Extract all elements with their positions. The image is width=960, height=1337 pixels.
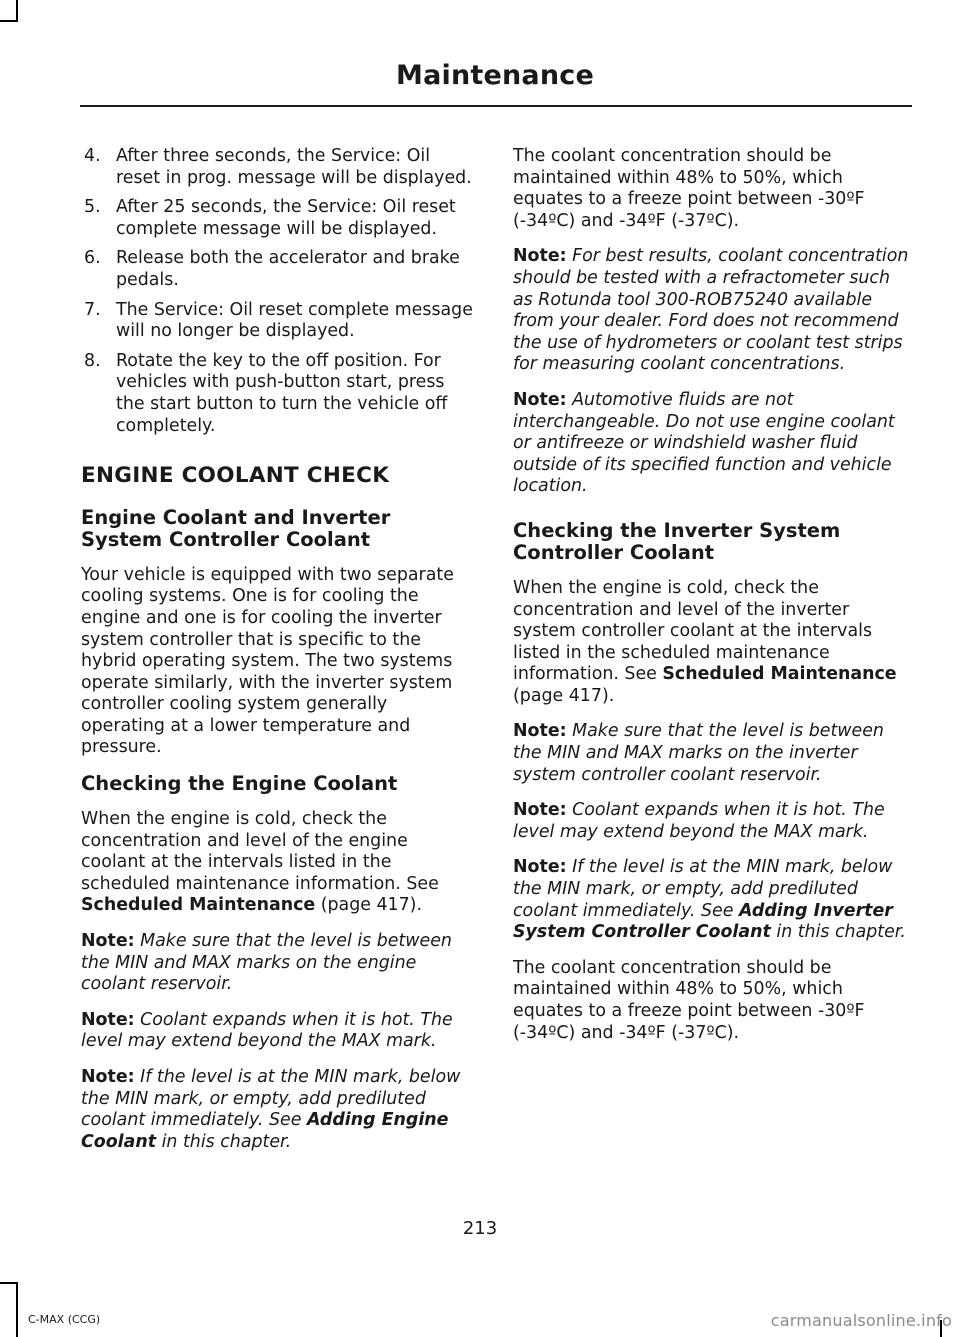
note-label: Note:: [513, 857, 567, 878]
note: Note: If the level is at the MIN mark, below the MIN mark, or empty, add prediluted coolant immediately. See Adding Inverter System Controller Coolant in this chapter.: [513, 857, 906, 943]
cross-reference-link[interactable]: Scheduled Maintenance: [662, 664, 897, 685]
step-number: 5.: [84, 197, 101, 218]
note: Note: For best results, coolant concentration should be tested with a refractometer such as Rotunda tool 300-ROB75240 available from your dealer. Ford does not recommend the use of hydrometers or coolant test strips for measuring coolant concentrations.: [513, 246, 909, 375]
header-rule: [80, 105, 912, 107]
cross-reference-link[interactable]: Adding Engine Coolant: [81, 1110, 449, 1152]
step-text: After 25 seconds, the Service: Oil reset complete message will be displayed.: [116, 197, 456, 239]
right-column: [513, 146, 910, 1058]
cross-reference-link[interactable]: Adding Inverter System Controller Coolant: [513, 900, 893, 943]
watermark: carmanualsonline.info: [770, 1311, 952, 1330]
crop-mark: [16, 0, 18, 22]
page-number: 213: [462, 1218, 498, 1239]
note: Note: If the level is at the MIN mark, below the MIN mark, or empty, add prediluted coolant immediately. See Adding Engine Coolant in this chapter.: [81, 1067, 461, 1152]
check-engine-coolant-paragraph: When the engine is cold, check the concentration and level of the engine coolant at the intervals listed in the scheduled maintenance information. See Scheduled Maintenance (page 417).: [81, 809, 439, 916]
note-label: Note:: [513, 246, 567, 267]
note-label: Note:: [81, 1067, 135, 1087]
check-inverter-coolant-paragraph: When the engine is cold, check the concentration and level of the inverter system controller coolant at the intervals listed in the scheduled maintenance information. See Scheduled Maintenance (page 417).: [513, 577, 897, 706]
sub-heading-engine-coolant: Checking the Engine Coolant: [81, 772, 398, 796]
crop-mark: [0, 1282, 18, 1284]
note: Note: Coolant expands when it is hot. The level may extend beyond the MAX mark.: [81, 1009, 453, 1052]
left-column: [81, 146, 475, 1167]
list-item: [81, 300, 475, 343]
crop-mark: [16, 1282, 18, 1337]
concentration-paragraph: The coolant concentration should be maintained within 48% to 50%, which equates to a freeze point between -30ºF (-34ºC) and -34ºF (-37ºC).: [513, 146, 865, 231]
note: Note: Make sure that the level is between the MIN and MAX marks on the inverter system controller coolant reservoir.: [513, 721, 884, 785]
step-number: 6.: [84, 248, 101, 269]
cross-reference-link[interactable]: Scheduled Maintenance: [81, 895, 316, 916]
note-label: Note:: [513, 721, 567, 742]
note: Note: Coolant expands when it is hot. The level may extend beyond the MAX mark.: [513, 800, 885, 842]
sub-heading-inverter-coolant: Checking the Inverter System Controller Coolant: [513, 518, 841, 564]
step-text: The Service: Oil reset complete message will no longer be displayed.: [116, 299, 473, 342]
list-item: [81, 351, 475, 437]
main-heading: ENGINE COOLANT CHECK: [81, 463, 390, 489]
section-title: Maintenance: [396, 60, 594, 91]
step-text: Release both the accelerator and brake pedals.: [116, 248, 460, 290]
step-number: 4.: [84, 146, 101, 166]
footer-model: C-MAX (CCG): [28, 1313, 101, 1326]
note: Note: Make sure that the level is between the MIN and MAX marks on the engine coolant reservoir.: [81, 931, 452, 995]
list-item: [81, 197, 475, 240]
step-text: Rotate the key to the off position. For vehicles with push-button start, press the start button to turn the vehicle off completely.: [116, 350, 448, 436]
step-number: 8.: [84, 350, 101, 371]
list-item: [81, 146, 475, 189]
note-label: Note:: [81, 931, 135, 952]
list-item: [81, 248, 475, 291]
step-number: 7.: [84, 299, 101, 320]
step-text: After three seconds, the Service: Oil reset in prog. message will be displayed.: [116, 146, 472, 188]
sub-heading-coolant-systems: Engine Coolant and Inverter System Controller Coolant: [81, 505, 391, 551]
note-label: Note:: [513, 389, 567, 410]
intro-paragraph: Your vehicle is equipped with two separate cooling systems. One is for cooling the engine and one is for cooling the inverter system controller that is specific to the hybrid operating system. The two systems operate similarly, with the inverter system controller cooling system generally operating at a lower temperature and pressure.: [81, 564, 454, 758]
concentration-paragraph: The coolant concentration should be maintained within 48% to 50%, which equates to a freeze point between -30ºF (-34ºC) and -34ºF (-37ºC).: [513, 957, 865, 1043]
note: Note: Automotive fluids are not interchangeable. Do not use engine coolant or antifreeze or windshield washer fluid outside of its specified function and vehicle location.: [513, 389, 895, 497]
note-label: Note:: [81, 1009, 135, 1030]
procedure-steps: [81, 146, 475, 437]
note-label: Note:: [513, 800, 567, 821]
crop-mark: [0, 20, 18, 22]
